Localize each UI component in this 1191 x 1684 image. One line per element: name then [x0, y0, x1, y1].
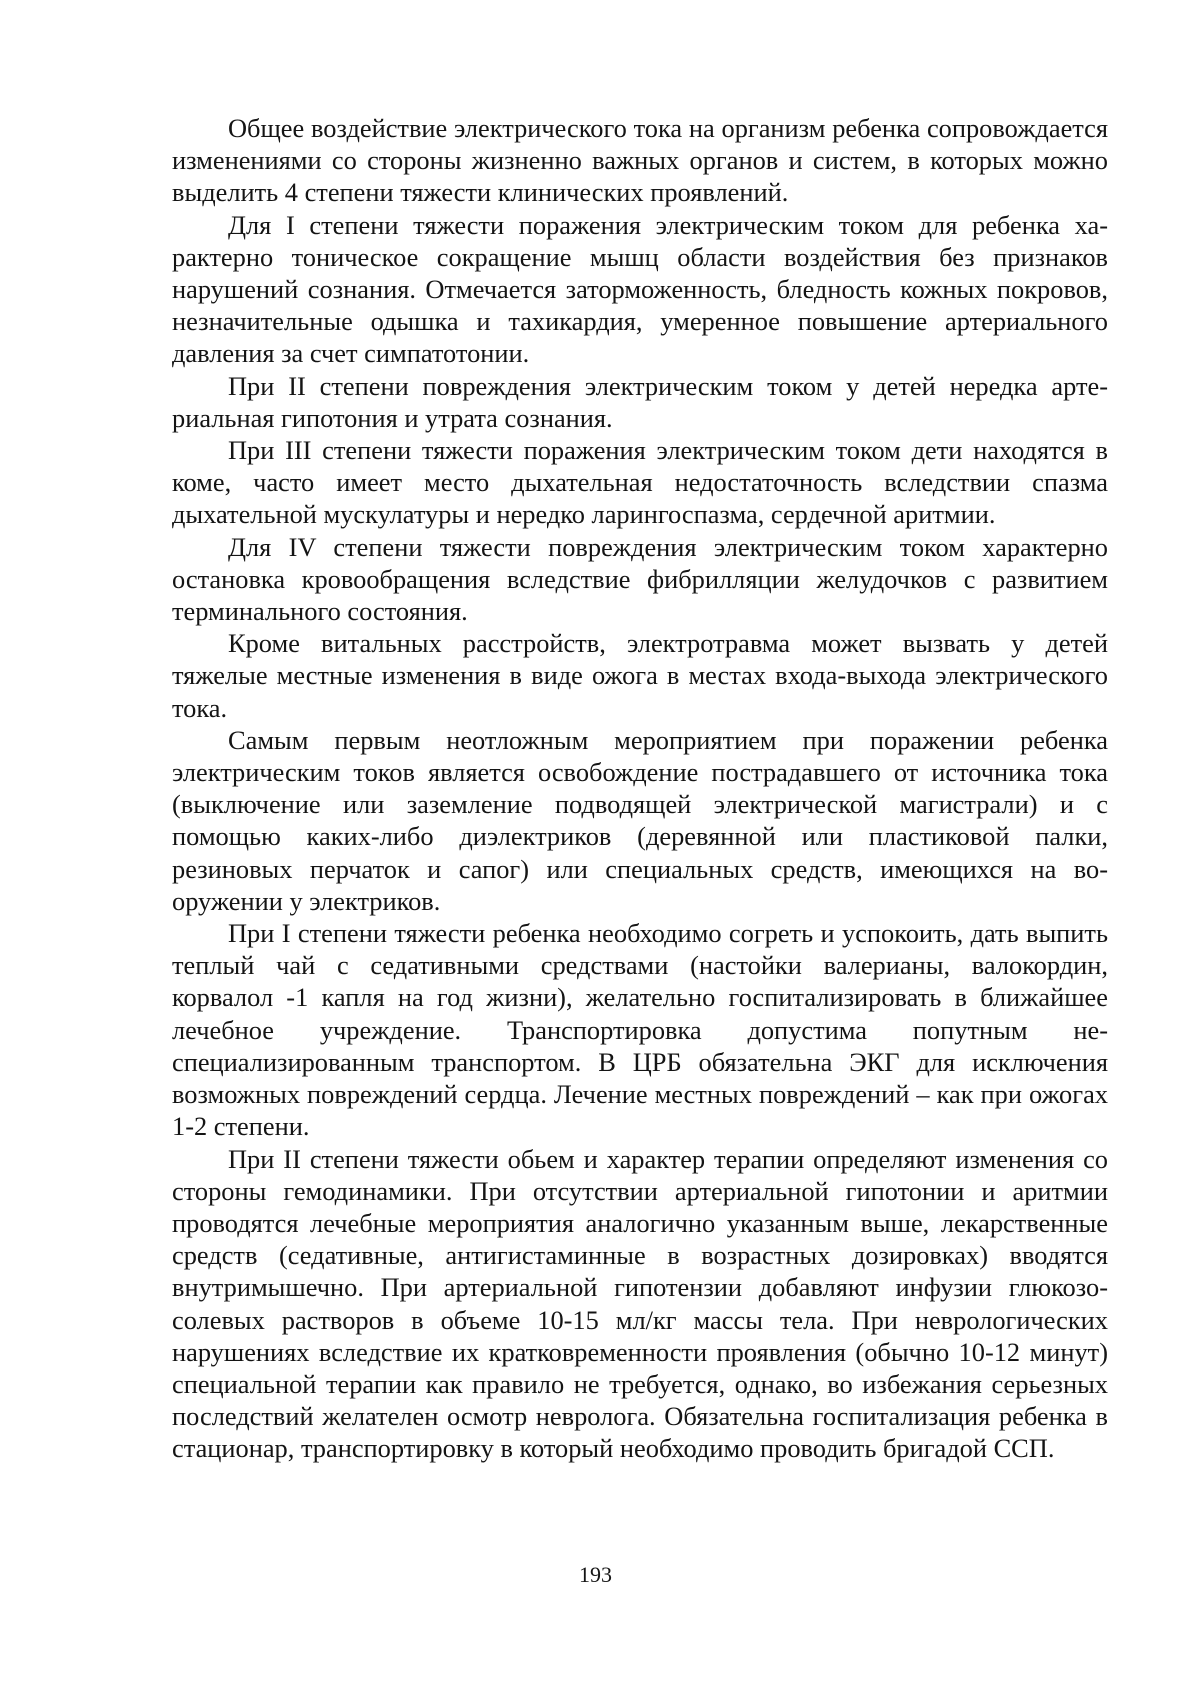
- paragraph-general-effect: Общее воздействие электрического тока на организм ребенка сопровождается изменениями со стороны жизненно важных органов и систем, в которых можно выделить 4 степени тяжести клинических проявлений.: [172, 113, 1108, 208]
- paragraph-treatment-degree-2: При II степени тяжести обьем и характер терапии определяют изменения со стороны гемодинамики. При отсутствии артериальной гипотонии и аритмии проводятся лечебные мероприятия аналогично указанным выше, лекарственные средств (седативные, антигистаминные в возрастных дозировках) вводятся внутримышечно. При артериальной гипотензии добавляют инфузии глюкозо-солевых растворов в объеме 10-15 мл/кг массы тела. При неврологических нарушениях вследствие их кратковременности проявления (обычно 10-12 минут) специальной терапии как правило не требуется, однако, во избежания серьезных последствий желателен осмотр невролога. Обязательна госпитализация ребенка в стационар, транспортировку в который необходимо проводить бригадой ССП.: [172, 1143, 1108, 1464]
- paragraph-treatment-degree-1: При I степени тяжести ребенка необходимо согреть и успокоить, дать выпить теплый чай с седативными средствами (настойки валерианы, валокордин, корвалол -1 капля на год жизни), желательно госпитализировать в ближайшее лечебное учреждение. Транспортировка допустима попутным неспециализированным транспортом. В ЦРБ обязательна ЭКГ для исключения возможных повреждений сердца. Лечение местных повреждений – как при ожогах 1-2 степени.: [172, 918, 1108, 1142]
- paragraph-degree-1: Для I степени тяжести поражения электрическим током для ребенка характерно тоническое сокращение мышц области воздействия без признаков нарушений сознания. Отмечается заторможенность, бледность кожных покровов, незначительные одышка и тахикардия, умеренное повышение артериального давления за счет симпатотонии.: [172, 209, 1108, 369]
- paragraph-first-aid: Самым первым неотложным мероприятием при поражении ребенка электрическим токов является освобождение пострадавшего от источника тока (выключение или заземление подводящей электрической магистрали) и с помощью каких-либо диэлектриков (деревянной или пластиковой палки, резиновых перчаток и сапог) или специальных средств, имеющихся на вооружении у электриков.: [172, 724, 1108, 916]
- paragraph-degree-3: При III степени тяжести поражения электрическим током дети находятся в коме, часто имеет место дыхательная недостаточность вследствии спазма дыхательной мускулатуры и нередко ларингоспазма, сердечной аритмии.: [172, 435, 1108, 530]
- paragraph-degree-4: Для IV степени тяжести повреждения электрическим током характерно остановка кровообращения вследствие фибрилляции желудочков с развитием терминального состояния.: [172, 531, 1108, 627]
- page-number: 193: [579, 1562, 612, 1587]
- paragraph-degree-2: При II степени повреждения электрическим током у детей нередка артериальная гипотония и утрата сознания.: [172, 370, 1108, 433]
- paragraph-local-changes: Кроме витальных расстройств, электротравма может вызвать у детей тяжелые местные изменения в виде ожога в местах входа-выхода электрического тока.: [172, 628, 1108, 723]
- body-text: [172, 112, 1108, 1465]
